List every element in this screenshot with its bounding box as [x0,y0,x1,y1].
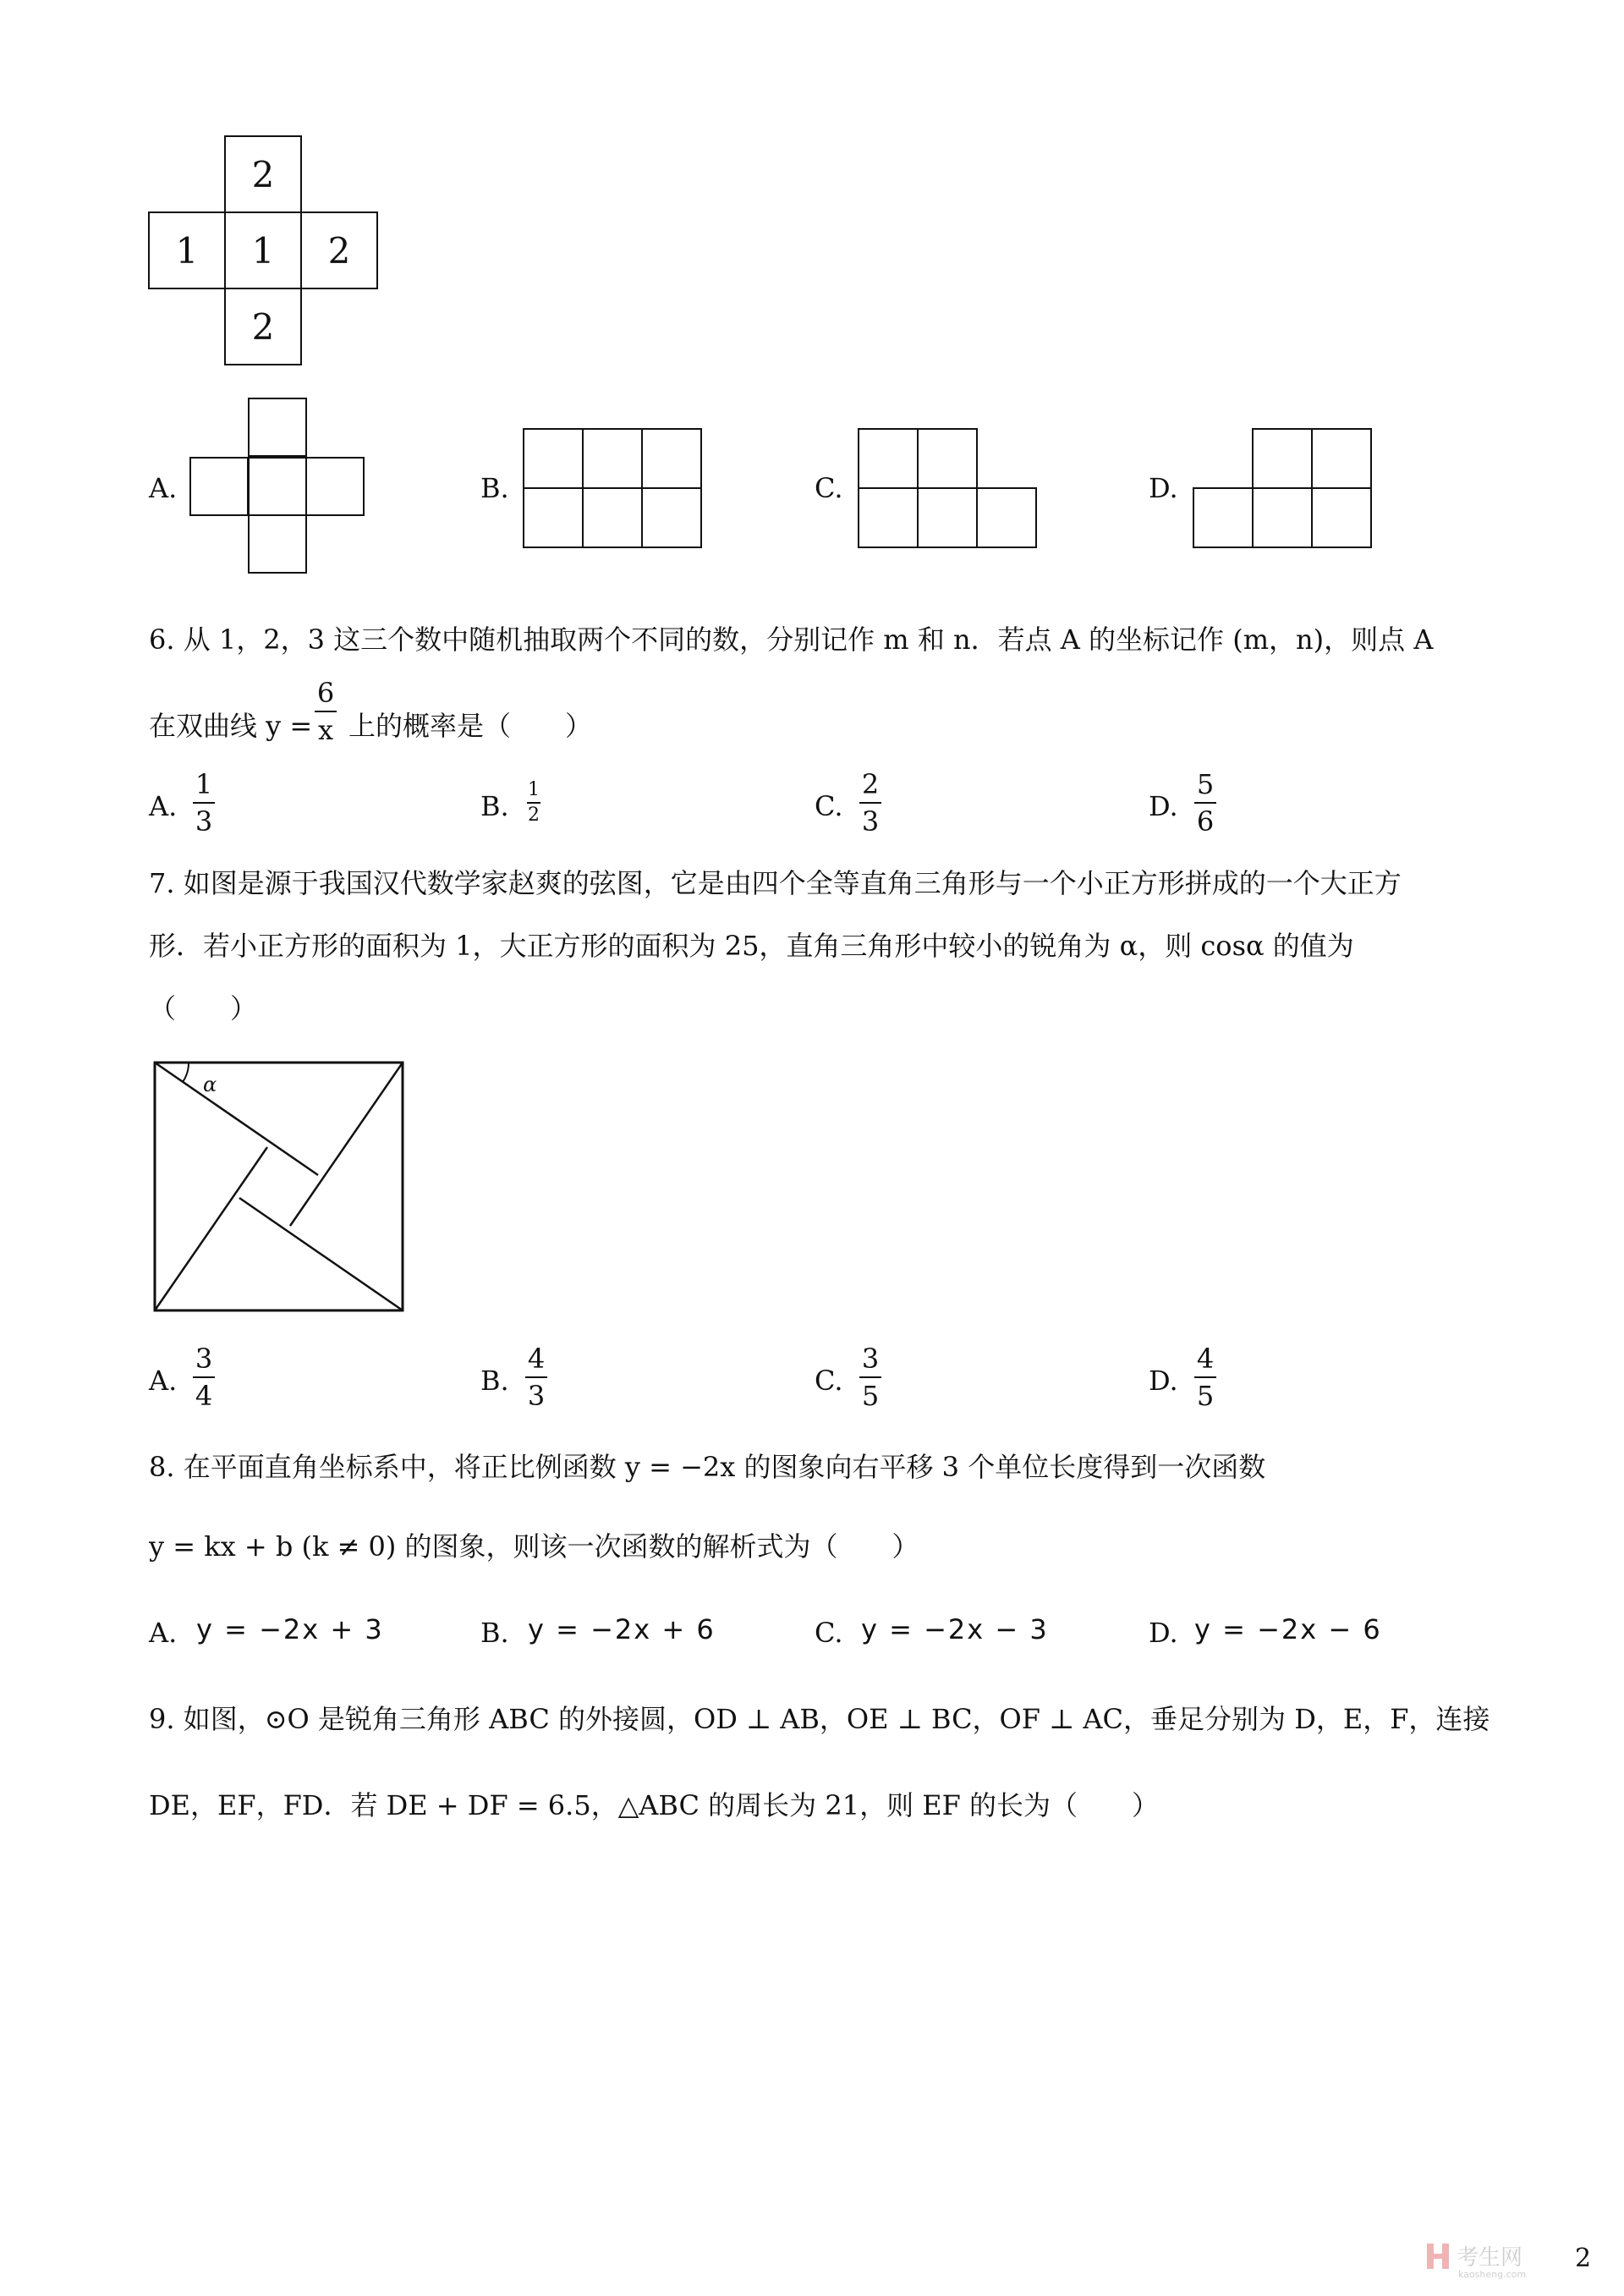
q6-hyperbola-fraction: 6 x [315,677,337,746]
q5-option-d-label: D. [1149,472,1178,504]
q6-option-d-label: D. [1149,790,1178,822]
q5-option-c-label: C. [815,472,843,504]
q5-option-a-label: A. [149,472,178,504]
q6-option-a-label: A. [149,790,178,822]
q8-option-b-value: y = −2x + 6 [528,1613,716,1645]
q7-line2: 形．若小正方形的面积为 1，大正方形的面积为 25，直角三角形中较小的锐角为 α，则 cosα 的值为 [149,930,1354,962]
q6-line2-pre: 在双曲线 y = [149,710,313,742]
q6-line1: 6. 从 1，2，3 这三个数中随机抽取两个不同的数，分别记作 m 和 n．若点 A 的坐标记作 (m，n)，则点 A [149,623,1434,656]
q8-option-d-label: D. [1149,1617,1178,1649]
q7-line3: （ ） [149,992,258,1024]
q8-option-a-value: y = −2x + 3 [196,1613,384,1645]
q5-option-b-label: B. [480,472,509,504]
net-cell-center: 1 [224,211,302,289]
q8-option-c-value: y = −2x − 3 [861,1613,1049,1645]
page-number: 2 [1575,2244,1592,2273]
watermark-text: 考生网 [1457,2245,1523,2271]
q7-option-d-value: 4 5 [1194,1343,1216,1412]
q9-line2: DE，EF，FD．若 DE + DF = 6.5，△ABC 的周长为 21，则 EF 的长为（ ） [149,1789,1159,1821]
zhao-shuang-chord-diagram [144,1057,414,1320]
q6-option-c-value: 2 3 [859,768,881,838]
q6-option-a-value: 1 3 [193,768,215,838]
q7-option-a-value: 3 4 [193,1343,215,1412]
q7-line1: 7. 如图是源于我国汉代数学家赵爽的弦图，它是由四个全等直角三角形与一个小正方形拼成的一个大正方 [149,867,1402,899]
q7-option-b-label: B. [480,1365,509,1397]
q6-option-b-value: 1 2 [528,779,540,826]
net-cell-top: 2 [224,135,302,213]
q7-option-b-value: 4 3 [525,1343,547,1412]
q8-line2: y = kx + b (k ≠ 0) 的图象，则该一次函数的解析式为（ ） [149,1530,919,1563]
q9-line1: 9. 如图，⊙O 是锐角三角形 ABC 的外接圆，OD ⊥ AB，OE ⊥ BC，OF ⊥ AC，垂足分别为 D，E，F，连接 [149,1703,1490,1735]
q8-option-a-label: A. [149,1617,178,1649]
q6-line2-post: 上的概率是（ ） [348,710,593,742]
q7-option-a-label: A. [149,1365,178,1397]
watermark-logo-icon [1425,2242,1451,2271]
q8-option-d-value: y = −2x − 6 [1194,1613,1382,1645]
net-cell-right: 2 [300,211,378,289]
net-cell-bottom: 2 [224,288,302,365]
q6-option-b-label: B. [480,790,509,822]
q8-line1: 8. 在平面直角坐标系中，将正比例函数 y = −2x 的图象向右平移 3 个单位长度得到一次函数 [149,1451,1266,1483]
net-cell-left: 1 [148,211,226,289]
q8-option-b-label: B. [480,1617,509,1649]
q8-option-c-label: C. [815,1617,843,1649]
q6-option-d-value: 5 6 [1194,768,1216,838]
q7-option-c-label: C. [815,1365,843,1397]
q6-option-c-label: C. [815,790,843,822]
q7-option-c-value: 3 5 [859,1343,881,1412]
watermark-sub: kaosheng.com [1458,2269,1527,2280]
q7-option-d-label: D. [1149,1365,1178,1397]
angle-alpha-label: α [203,1073,217,1096]
